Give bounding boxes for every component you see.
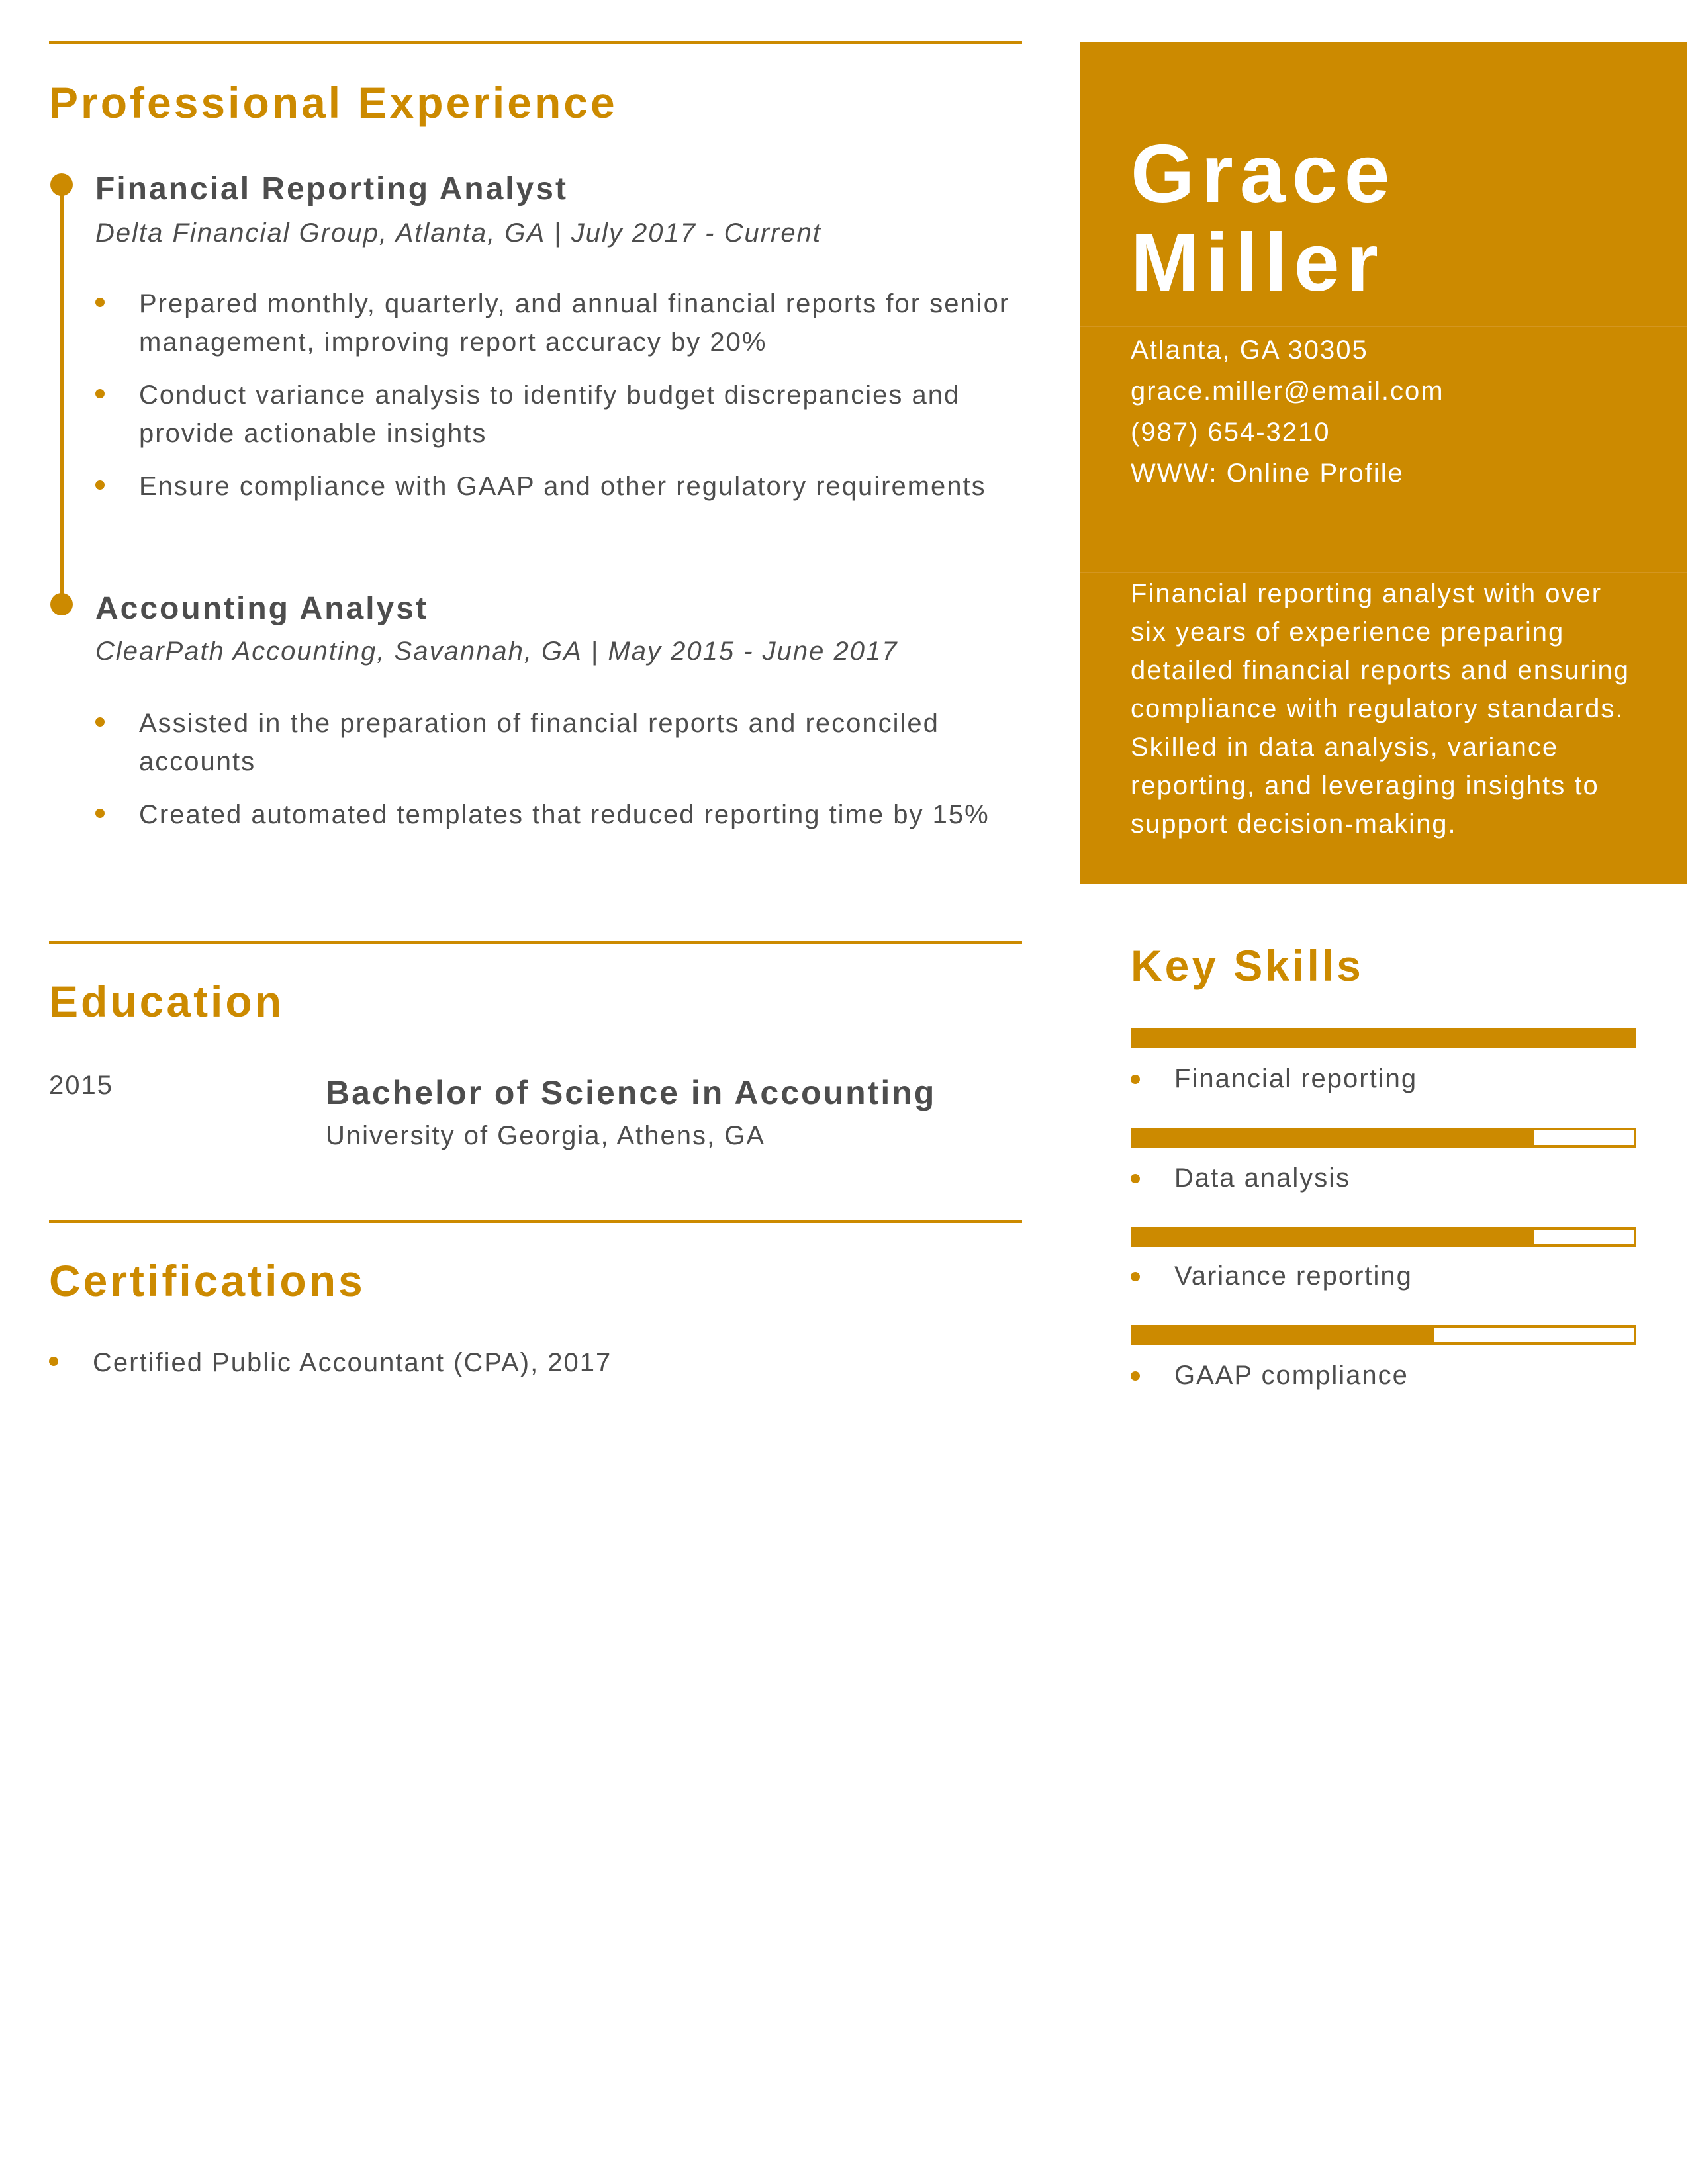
job-1-timeline-dot (50, 173, 73, 196)
contact-block (1131, 330, 1444, 494)
education-school: University of Georgia, Athens, GA (326, 1121, 766, 1150)
skill-level-fill (1133, 1230, 1534, 1244)
skill-item: GAAP compliance (1131, 1362, 1409, 1388)
education-degree: Bachelor of Science in Accounting (326, 1074, 937, 1111)
candidate-name (1131, 130, 1397, 307)
certifications-list (49, 1343, 976, 1396)
job-1-bullet: Ensure compliance with GAAP and other regulatory requirements (95, 467, 1022, 506)
skills-heading: Key Skills (1131, 941, 1364, 990)
skill-level-bar (1131, 1028, 1636, 1048)
job-1-company: Delta Financial Group (95, 218, 379, 248)
job-1-title: Financial Reporting Analyst (95, 171, 568, 206)
skill-level-bar (1131, 1227, 1636, 1247)
skill-item: Data analysis (1131, 1165, 1350, 1191)
job-2-company: ClearPath Accounting (95, 637, 377, 666)
job-1-bullet: Conduct variance analysis to identify budget discrepancies and provide actionable insights (95, 376, 1022, 453)
job-2-title: Accounting Analyst (95, 591, 428, 626)
first-name: Grace (1131, 128, 1397, 220)
job-2-timeline-dot (50, 593, 73, 615)
job-2-bullet: Created automated templates that reduced reporting time by 15% (95, 796, 1022, 834)
experience-timeline (60, 180, 64, 610)
experience-heading: Professional Experience (49, 78, 618, 127)
education-top-rule (49, 941, 1022, 944)
skill-level-fill (1133, 1328, 1434, 1342)
contact-phone: (987) 654-3210 (1131, 418, 1331, 447)
profile-summary: Financial reporting analyst with over six years of experience preparing detailed financial reports and ensuring compliance with regulatory standards. Skilled in data analysis, variance reporting, and leveraging insights to support decision-making. (1131, 579, 1630, 839)
job-1-meta: Delta Financial Group, Atlanta, GA | July 2017 - Current (95, 218, 821, 248)
job-2-bullets (95, 704, 1022, 848)
skill-level-bar (1131, 1325, 1636, 1345)
job-1-bullet: Prepared monthly, quarterly, and annual financial reports for senior management, improving report accuracy by 20% (95, 285, 1022, 361)
certification-item: Certified Public Accountant (CPA), 2017 (49, 1343, 976, 1382)
education-heading: Education (49, 977, 285, 1026)
skill-item: Variance reporting (1131, 1263, 1413, 1289)
contact-address: Atlanta, GA 30305 (1131, 336, 1368, 365)
education-year: 2015 (49, 1071, 113, 1100)
skill-level-fill (1133, 1130, 1534, 1145)
job-1-dates: July 2017 - Current (571, 218, 821, 248)
certifications-heading: Certifications (49, 1256, 365, 1305)
panel-divider (1080, 572, 1687, 573)
contact-website[interactable]: WWW: Online Profile (1131, 459, 1404, 488)
last-name: Miller (1131, 217, 1385, 308)
job-1-bullets (95, 285, 1022, 520)
experience-top-rule (49, 41, 1022, 44)
job-2-location: Savannah, GA (394, 637, 583, 666)
skill-item: Financial reporting (1131, 1066, 1417, 1092)
skill-level-fill (1133, 1031, 1634, 1046)
job-2-dates: May 2015 - June 2017 (608, 637, 898, 666)
panel-divider (1080, 326, 1687, 327)
skill-level-bar (1131, 1128, 1636, 1148)
job-2-bullet: Assisted in the preparation of financial reports and reconciled accounts (95, 704, 1022, 781)
job-1-location: Atlanta, GA (395, 218, 546, 248)
job-2-meta: ClearPath Accounting, Savannah, GA | May 2015 - June 2017 (95, 637, 898, 666)
certifications-top-rule (49, 1220, 1022, 1223)
contact-email[interactable]: grace.miller@email.com (1131, 377, 1444, 406)
